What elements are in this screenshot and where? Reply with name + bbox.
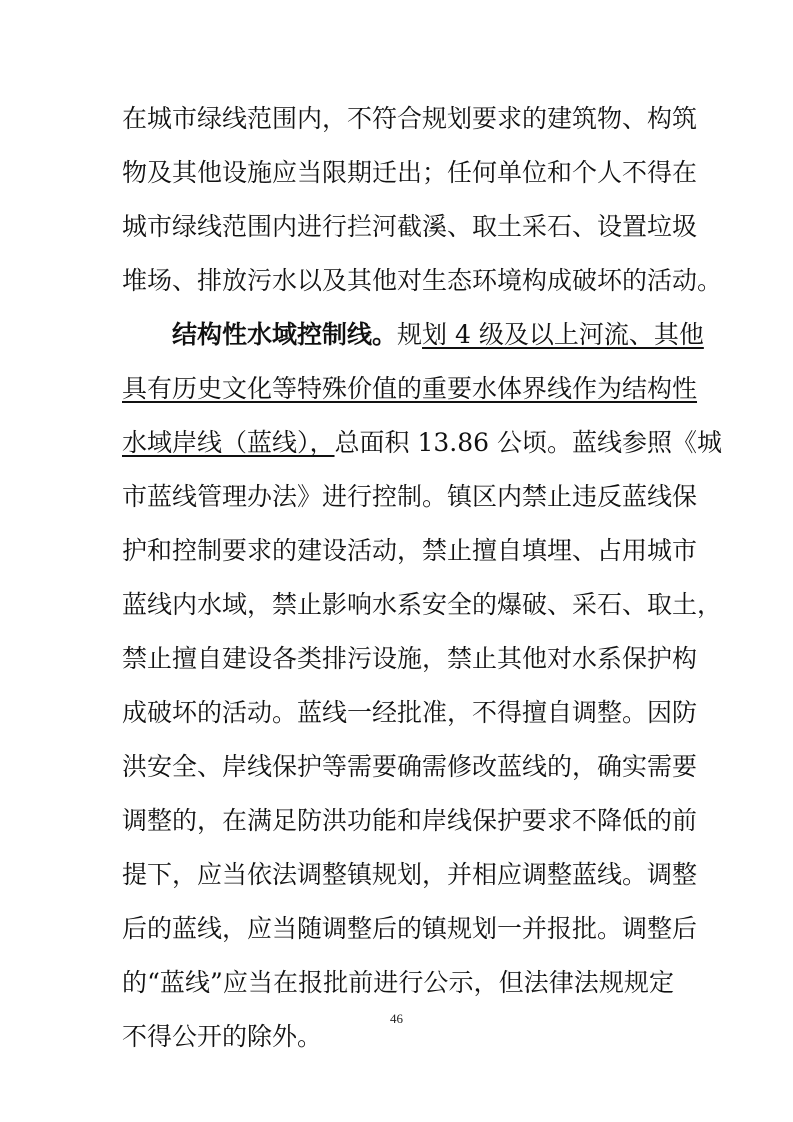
paragraph-line: 禁止擅自建设各类排污设施，禁止其他对水系保护构 (122, 644, 698, 673)
paragraph-line: 洪安全、岸线保护等需要确需修改蓝线的，确实需要 (122, 752, 698, 781)
paragraph-line: 物及其他设施应当限期迁出；任何单位和个人不得在 (122, 158, 698, 187)
paragraph-line: 市蓝线管理办法》进行控制。镇区内禁止违反蓝线保 (122, 482, 698, 511)
paragraph-line: 护和控制要求的建设活动，禁止擅自填埋、占用城市 (122, 536, 698, 565)
paragraph-line: 的“蓝线”应当在报批前进行公示，但法律法规规定 (122, 968, 674, 997)
underlined-text: 水域岸线（蓝线）， (122, 428, 335, 457)
section-line (122, 426, 722, 460)
page-number: 46 (390, 1011, 403, 1026)
paragraph-line: 城市绿线范围内进行拦河截溪、取土采石、设置垃圾 (122, 212, 698, 241)
paragraph-line: 成破坏的活动。蓝线一经批准，不得擅自调整。因防 (122, 698, 698, 727)
paragraph-line: 在城市绿线范围内，不符合规划要求的建筑物、构筑 (122, 104, 698, 133)
section-text: 总面积 13.86 公顷。蓝线参照《城 (334, 428, 722, 457)
paragraph-line: 蓝线内水域，禁止影响水系安全的爆破、采石、取土， (122, 590, 723, 619)
paragraph-line: 调整的，在满足防洪功能和岸线保护要求不降低的前 (122, 806, 698, 835)
section-first-line (172, 318, 704, 352)
section-heading: 结构性水域控制线。 (172, 320, 398, 349)
underlined-line: 具有历史文化等特殊价值的重要水体界线作为结构性 (122, 374, 698, 403)
paragraph-line: 堆场、排放污水以及其他对生态环境构成破坏的活动。 (122, 266, 723, 295)
paragraph-line: 后的蓝线，应当随调整后的镇规划一并报批。调整后 (122, 914, 698, 943)
paragraph-line: 不得公开的除外。 (122, 1022, 323, 1051)
underlined-text: 划 4 级及以上河流、其他 (422, 320, 704, 349)
paragraph-line: 提下，应当依法调整镇规划，并相应调整蓝线。调整 (122, 860, 698, 889)
section-text: 规 (397, 320, 423, 349)
